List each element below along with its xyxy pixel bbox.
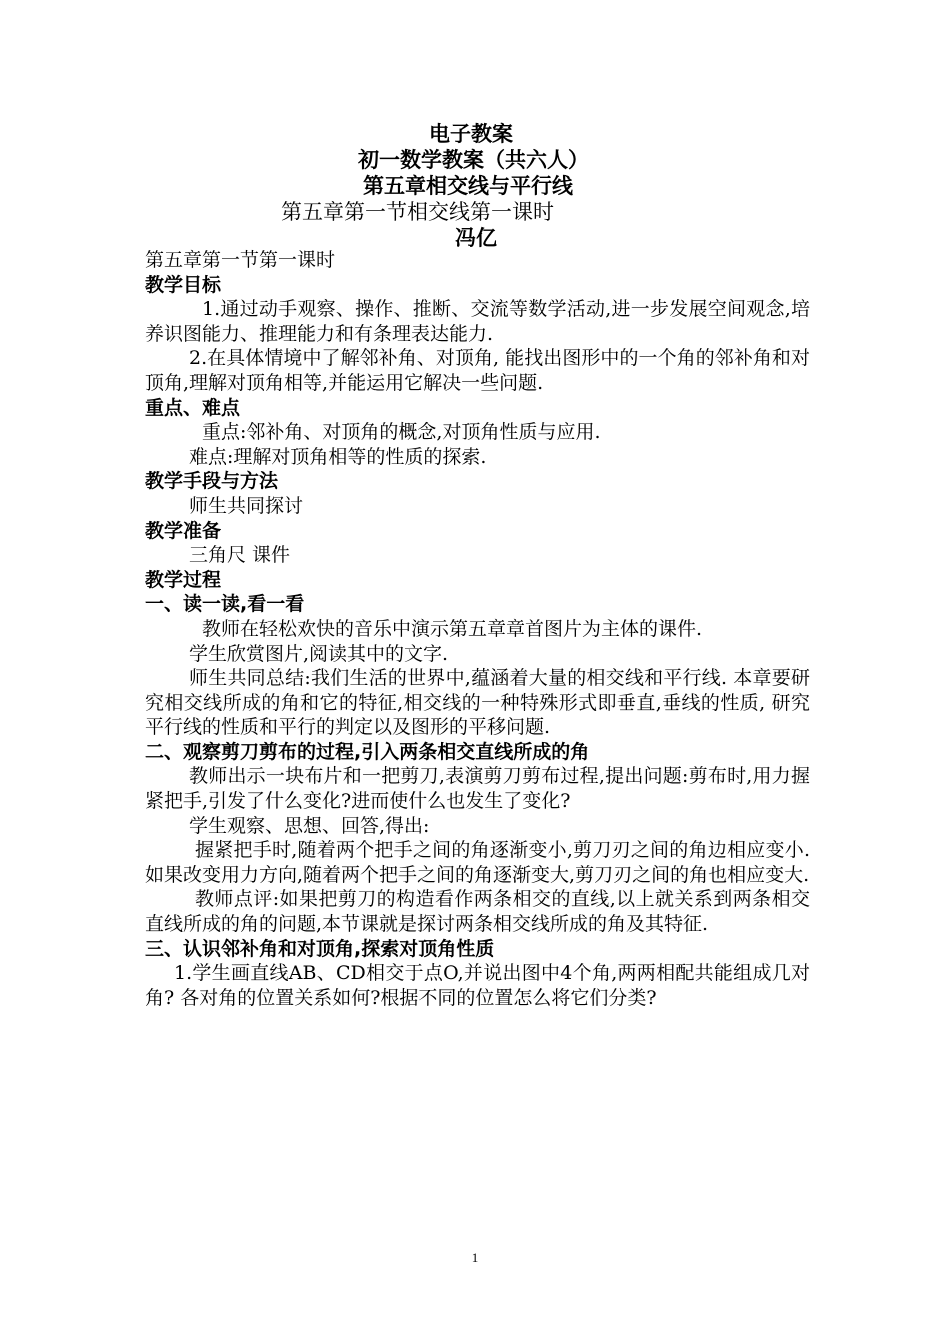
goal-item-2: 2.在具体情境中了解邻补角、对顶角, 能找出图形中的一个角的邻补角和对顶角,理解对顶角相等,并能运用它解决一些问题. [145, 347, 810, 394]
document-body [145, 248, 810, 1010]
section-1-para-2: 学生欣赏图片,阅读其中的文字. [189, 642, 449, 665]
lesson-subtitle: 第五章第一节第一课时 [145, 249, 336, 271]
heading-teaching-process: 教学过程 [145, 568, 222, 591]
author-name: 冯亿 [455, 226, 497, 250]
section-3-para-1: 1.学生画直线AB、CD相交于点O,并说出图中4个角,两两相配共能组成几对角? 各对角的位置关系如何?根据不同的位置怎么将它们分类? [145, 962, 810, 1009]
section-1-para-1: 教师在轻松欢快的音乐中演示第五章章首图片为主体的课件. [202, 617, 703, 640]
heading-teaching-goals: 教学目标 [145, 273, 222, 296]
teaching-method: 师生共同探讨 [189, 494, 304, 517]
section-2-para-2: 学生观察、思想、回答,得出: [189, 814, 430, 837]
lesson-title: 第五章第一节相交线第一课时 [281, 200, 554, 224]
section-1-title: 一、读一读,看一看 [145, 593, 305, 616]
page-number: 1 [471, 1250, 479, 1265]
chapter-title: 第五章相交线与平行线 [363, 174, 573, 198]
heading-key-difficult: 重点、难点 [145, 396, 241, 419]
section-2-para-1: 教师出示一块布片和一把剪刀,表演剪刀剪布过程,提出问题:剪布时,用力握紧把手,引发了什么变化?进而使什么也发生了变化? [145, 765, 810, 813]
section-2-para-4: 教师点评:如果把剪刀的构造看作两条相交的直线,以上就关系到两条相交直线所成的角的问题,本节课就是探讨两条相交线所成的角及其特征. [145, 888, 810, 936]
document-title: 电子教案 [429, 122, 513, 146]
key-point: 重点:邻补角、对顶角的概念,对顶角性质与应用. [202, 421, 601, 444]
difficult-point: 难点:理解对顶角相等的性质的探索. [189, 445, 487, 468]
section-2-title: 二、观察剪刀剪布的过程,引入两条相交直线所成的角 [145, 740, 590, 763]
section-2-para-3: 握紧把手时,随着两个把手之间的角逐渐变小,剪刀刃之间的角边相应变小. 如果改变用力方向,随着两个把手之间的角逐渐变大,剪刀刃之间的角也相应变大. [145, 839, 810, 886]
heading-teaching-method: 教学手段与方法 [145, 470, 279, 493]
course-title: 初一数学教案（共六人） [358, 148, 589, 172]
teaching-prep: 三角尺 课件 [189, 544, 291, 567]
section-3-title: 三、认识邻补角和对顶角,探索对顶角性质 [145, 937, 495, 960]
heading-teaching-prep: 教学准备 [145, 519, 222, 542]
goal-item-1: 1.通过动手观察、操作、推断、交流等数学活动,进一步发展空间观念,培养识图能力、推理能力和有条理表达能力. [145, 298, 810, 345]
section-1-para-3: 师生共同总结:我们生活的世界中,蕴涵着大量的相交线和平行线. 本章要研究相交线所成的角和它的特征,相交线的一种特殊形式即垂直,垂线的性质, 研究平行线的性质和平行的判定以及图形的平移问题. [145, 667, 810, 739]
